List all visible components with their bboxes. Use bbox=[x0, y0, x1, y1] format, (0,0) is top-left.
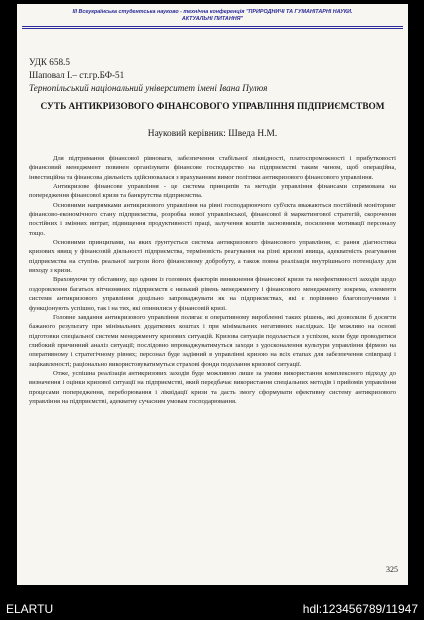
header-rule-second bbox=[22, 28, 403, 29]
paragraph: Враховуючи ту обставину, що одним із головних факторів виникнення фінансової кризи та неефективності заходів щодо оздоровлення багатьох вітчизняних підприємств є низький рівень менеджменту і фінансового менеджменту зокрема, елементи системи антикризового управління доцільно запроваджувати як на підприємствах, які є порівняно благополучними і функціонують успішно, так і на тих, які опинилися у фінансовій кризі. bbox=[29, 276, 396, 312]
paragraph: Основними принципами, на яких ґрунтується система антикризового фінансового управління, є: рання діагностика кризових явищ у фінансовій діяльності підприємства, терміновість реагування на різні кризові явища, адекватність реагування підприємства на ступінь реальної загрози його фінансовому добробуту, а також повна реалізація внутрішнього потенціалу для виходу з кризи. bbox=[29, 239, 396, 275]
paragraph: Основними напрямками антикризового управління на рівні господарюючого суб'єкта вважаються постійний моніторинг фінансово-економічного стану підприємства, розробка нової управлінської, фінансової й маркетингової стратегій, скорочення постійних і змінних витрат, підвищення продуктивності праці, залучення коштів засновників, посилення мотивації персоналу тощо. bbox=[29, 201, 396, 237]
paragraph: Антикризове фінансове управління - це система принципів та методів управління фінансами спрямована на попередження фінансової кризи та банкрутства підприємства. bbox=[29, 183, 396, 200]
conference-header-line-2: АКТУАЛЬНІ ПИТАННЯ" bbox=[181, 15, 244, 22]
article-title: СУТЬ АНТИКРИЗОВОГО ФІНАНСОВОГО УПРАВЛІННЯ ПІДПРИЄМСТВОМ bbox=[40, 102, 385, 112]
conference-header-line-1: III Всеукраїнська студентська науково - технічна конференція "ПРИРОДНИЧІ ТА ГУМАНІТАРНІ НАУКИ. bbox=[72, 9, 353, 15]
supervisor: Науковий керівник: Шведа Н.М. bbox=[147, 129, 278, 139]
udk-code: УДК 658.5 bbox=[29, 57, 70, 67]
paragraph: Головне завдання антикризового управління полягає в оперативному виробленні таких рішень, які дозволили б досягти бажаного результату при мінімальних додаткових коштах і при мінімальних негативних наслідках. Це можливо на основі підготовки спеціальної системи менеджменту кризових ситуацій. Кризова ситуація подолається з успіхом, коли буде проводитися глибокий причинний аналіз ситуації; послідовно впроваджуватимуться заходи з удосконалення культури управління фірмою на оперативному і стратегічному рівнях; персонал буде задіяний в управлінні кризою на всіх етапах для забезпечення співпраці і зацікавленості; раціонально використовуватимуться страхові фонди подолання кризової ситуації. bbox=[29, 313, 396, 368]
document-page bbox=[17, 4, 408, 585]
article-body bbox=[29, 154, 396, 406]
university: Тернопільський національний університет імені Івана Пулюя bbox=[29, 83, 268, 93]
repository-name: ELARTU bbox=[6, 602, 54, 616]
page-number: 325 bbox=[386, 565, 398, 574]
conference-header bbox=[17, 9, 408, 23]
paragraph: Для підтримання фінансової рівноваги, забезпечення стабільної ліквідності, платоспроможності і прибутковості фінансовий менеджмент повинен організувати фінансове господарство на підприємстві таким чином, щоб операційна, інвестиційна та фінансова діяльність здійснювалася з врахуванням вимог політики антикризового фінансового управління. bbox=[29, 155, 396, 181]
paragraph: Отже, успішна реалізація антикризових заходів буде можливою лише за умови використання комплексного підходу до визначення і оцінки кризової ситуації на підприємстві, який передбачає використання спеціальних методів і прийомів управління процесами попередження, переборювання і ліквідації кризи та дасть змогу сформувати ефективну систему антикризового управління на підприємстві, адекватну сучасним умовам господарювання. bbox=[29, 369, 396, 405]
footer-bar bbox=[0, 598, 424, 620]
author: Шаповал І.– ст.гр.БФ-51 bbox=[29, 70, 125, 80]
handle-id: hdl:123456789/11947 bbox=[302, 602, 418, 616]
